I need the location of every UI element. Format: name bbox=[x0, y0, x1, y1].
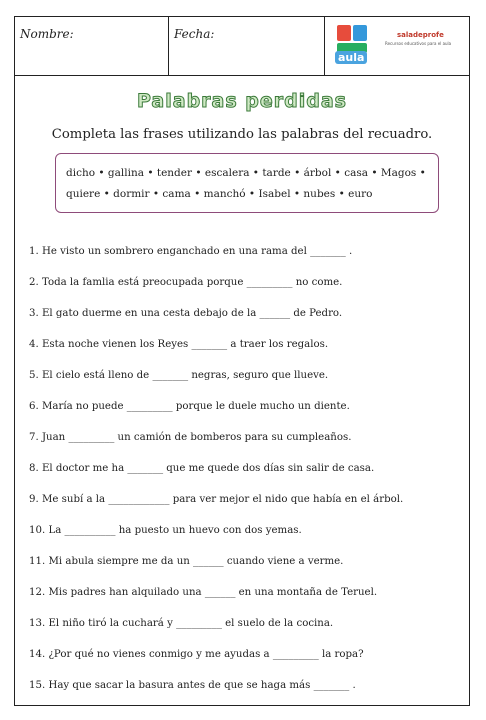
logo-small-text: Recursos educativos para el aula bbox=[385, 41, 452, 46]
question-12[interactable]: 12. Mis padres han alquilado una ______ en una montaña de Teruel. bbox=[29, 587, 378, 598]
question-7[interactable]: 7. Juan _________ un camión de bomberos para su cumpleaños. bbox=[29, 432, 352, 443]
question-8[interactable]: 8. El doctor me ha _______ que me quede dos días sin salir de casa. bbox=[29, 463, 375, 474]
question-15[interactable]: 15. Hay que sacar la basura antes de que se haga más _______ . bbox=[29, 680, 356, 691]
question-10[interactable]: 10. La __________ ha puesto un huevo con dos yemas. bbox=[29, 525, 302, 536]
question-1[interactable]: 1. He visto un sombrero enganchado en una rama del _______ . bbox=[29, 246, 353, 257]
date-label: Fecha: bbox=[174, 27, 215, 41]
word-bank bbox=[55, 153, 439, 213]
word-bank-line-2: quiere • dormir • cama • manchó • Isabel • nubes • euro bbox=[66, 188, 373, 200]
logo-cell bbox=[325, 17, 469, 75]
date-cell[interactable] bbox=[169, 17, 325, 75]
word-bank-line-1: dicho • gallina • tender • escalera • tarde • árbol • casa • Magos • bbox=[66, 167, 426, 179]
question-9[interactable]: 9. Me subí a la ____________ para ver mejor el nido que había en el árbol. bbox=[29, 494, 404, 505]
logo-word: aula bbox=[335, 51, 367, 64]
page-title: Palabras perdidas bbox=[137, 90, 347, 112]
question-5[interactable]: 5. El cielo está lleno de _______ negras, seguro que llueve. bbox=[29, 370, 329, 381]
question-14[interactable]: 14. ¿Por qué no vienes conmigo y me ayudas a _________ la ropa? bbox=[29, 649, 364, 660]
question-3[interactable]: 3. El gato duerme en una cesta debajo de la ______ de Pedro. bbox=[29, 308, 343, 319]
header-table bbox=[15, 17, 469, 76]
name-cell[interactable] bbox=[15, 17, 169, 75]
question-13[interactable]: 13. El niño tiró la cuchará y _________ el suelo de la cocina. bbox=[29, 618, 334, 629]
question-6[interactable]: 6. María no puede _________ porque le duele mucho un diente. bbox=[29, 401, 350, 412]
question-4[interactable]: 4. Esta noche vienen los Reyes _______ a traer los regalos. bbox=[29, 339, 329, 350]
question-list bbox=[29, 243, 459, 708]
question-11[interactable]: 11. Mi abula siempre me da un ______ cuando viene a verme. bbox=[29, 556, 344, 567]
instructions: Completa las frases utilizando las palabras del recuadro. bbox=[51, 127, 433, 142]
question-2[interactable]: 2. Toda la famlia está preocupada porque _________ no come. bbox=[29, 277, 343, 288]
name-label: Nombre: bbox=[20, 27, 74, 41]
worksheet bbox=[14, 16, 470, 706]
logo-brand: saladeprofe bbox=[397, 31, 444, 39]
